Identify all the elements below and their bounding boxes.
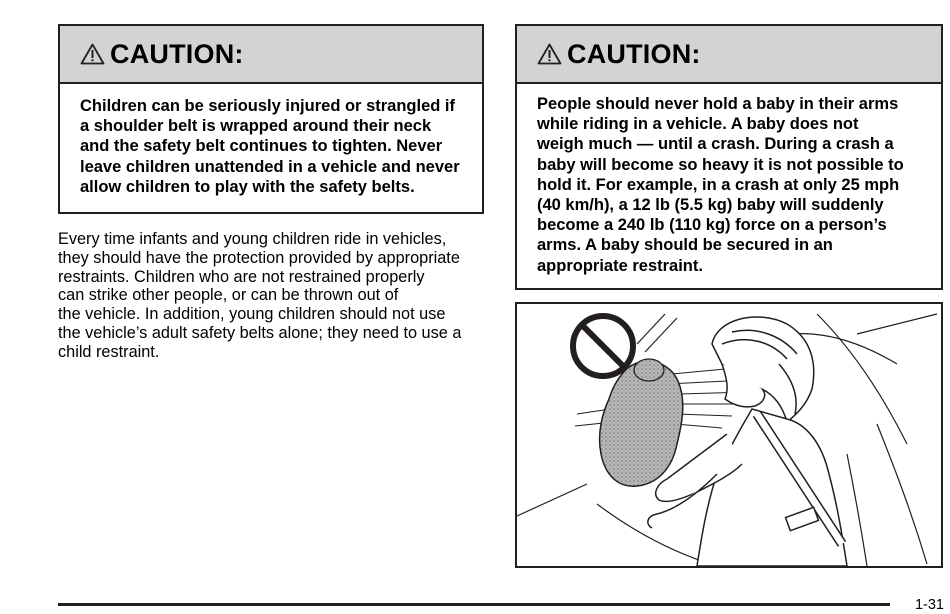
caution-line: arms. A baby should be secured in an <box>537 236 833 255</box>
caution-line: hold it. For example, in a crash at only 25 mph <box>537 175 900 194</box>
caution-line: weigh much — until a crash. During a crash a <box>537 135 894 154</box>
caution-box-holding-baby <box>515 24 943 290</box>
caution-line: become a 240 lb (110 kg) force on a person’s <box>537 216 887 235</box>
warning-triangle-icon <box>537 43 562 65</box>
baby-held-in-arms-illustration <box>515 302 943 568</box>
warning-triangle-icon <box>80 43 105 65</box>
paragraph-line: Every time infants and young children ride in vehicles, <box>58 230 447 248</box>
paragraph-line: can strike other people, or can be thrown out of <box>58 286 399 305</box>
body-paragraph <box>58 230 461 362</box>
caution-text <box>60 84 482 197</box>
caution-box-children-belts <box>58 24 484 214</box>
illustration-drawing <box>517 304 941 566</box>
caution-title: CAUTION: <box>567 38 701 69</box>
caution-line: appropriate restraint. <box>537 256 703 275</box>
paragraph-line: they should have the protection provided by appropriate <box>58 248 460 267</box>
caution-text <box>517 84 941 276</box>
paragraph-line: the vehicle. In addition, young children should not use <box>58 305 446 324</box>
caution-header <box>517 26 941 84</box>
prohibition-icon <box>573 316 633 376</box>
paragraph-line: restraints. Children who are not restrained properly <box>58 267 425 286</box>
caution-line: and the safety belt continues to tighten. Never <box>80 137 443 156</box>
caution-title: CAUTION: <box>110 38 244 69</box>
paragraph-line: child restraint. <box>58 342 160 361</box>
caution-line: leave children unattended in a vehicle and never <box>80 157 460 176</box>
paragraph-line: the vehicle’s adult safety belts alone; they need to use a <box>58 323 462 342</box>
caution-line: (40 km/h), a 12 lb (5.5 kg) baby will suddenly <box>537 196 884 215</box>
footer-rule <box>58 603 890 606</box>
caution-line: while riding in a vehicle. A baby does not <box>537 115 859 134</box>
caution-line: People should never hold a baby in their arms <box>537 95 899 113</box>
caution-line: Children can be seriously injured or strangled if <box>80 97 455 115</box>
caution-line: allow children to play with the safety belts. <box>80 177 415 196</box>
baby-bundle <box>600 359 683 486</box>
caution-line: a shoulder belt is wrapped around their neck <box>80 117 432 136</box>
caution-header <box>60 26 482 84</box>
page-number: 1-31 <box>914 597 944 613</box>
caution-line: baby will become so heavy it is not possible to <box>537 155 904 174</box>
